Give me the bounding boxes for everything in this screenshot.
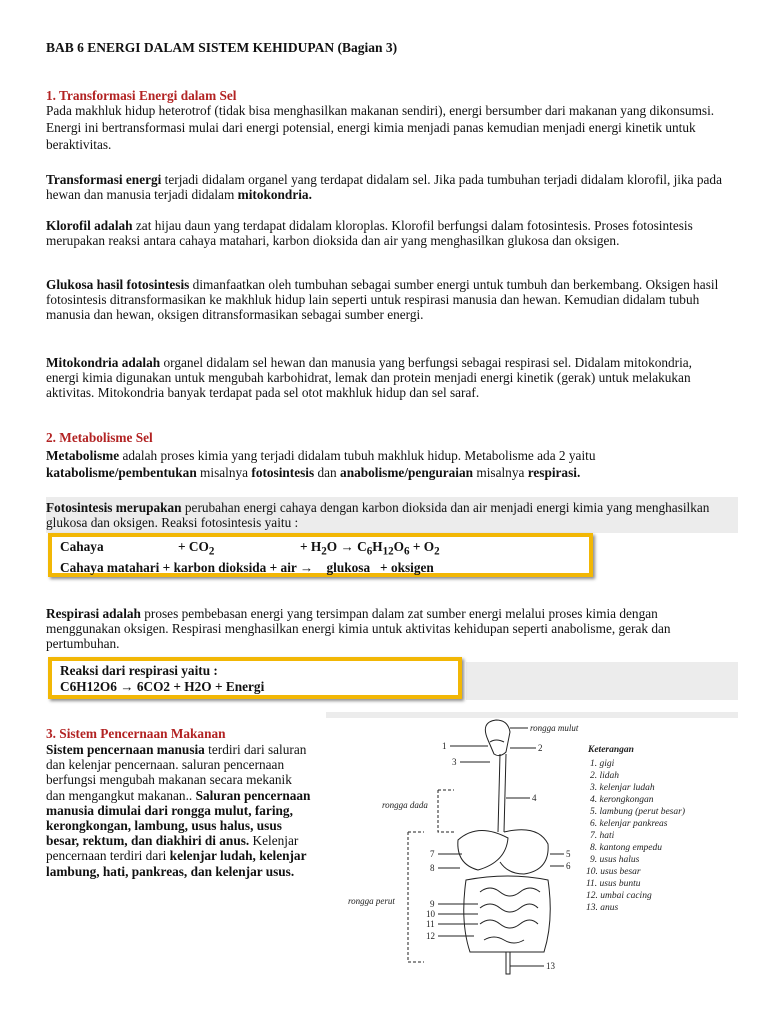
small-intestine-coils [480, 888, 540, 943]
num-1: 1 [442, 741, 447, 751]
term-fotosintesis: fotosintesis [251, 465, 315, 480]
eq-h2o-glucose [300, 539, 440, 560]
legend-item: 8. kantong empedu [590, 843, 663, 853]
esophagus-left [498, 754, 500, 832]
term-saluran-pencernaan: Saluran pencernaan manusia dimulai dari rongga mulut, faring, kerongkongan, lambung, usus halus, usus besar, rektum, dan diakhiri di anus. [46, 787, 311, 849]
label-rongga-dada: rongga dada [382, 800, 428, 810]
term-respirasi-adalah: Respirasi adalah [46, 606, 141, 621]
term-mitokondria: mitokondria. [237, 187, 312, 203]
paragraph-transformasi-energi [46, 172, 726, 202]
eq-o2-sub: 2 [434, 545, 440, 558]
legend-item: 2. lidah [590, 771, 620, 781]
legend-item: 7. hati [590, 831, 615, 841]
metabolisme-text-2: misalnya [196, 465, 252, 480]
eq-h2: H [372, 539, 383, 554]
transformasi-text: terjadi didalam organel yang terdapat didalam sel. Jika pada tumbuhan terjadi didalam klorofil, jika pada hewan dan manusia terjadi didalam [46, 172, 722, 203]
num-12: 12 [426, 931, 435, 941]
klorofil-text: zat hijau daun yang terdapat didalam kloroplas. Klorofil berfungsi dalam fotosintesis. Proses fotosintesis merupakan reaksi antara cahaya matahari, karbon dioksida dan air yang menghasilkan glukosa dan oksigen. [46, 218, 693, 249]
legend-item: 3. kelenjar ludah [590, 783, 655, 793]
liver-shape [458, 830, 508, 870]
label-rongga-perut: rongga perut [348, 896, 395, 906]
esophagus-right [504, 754, 506, 832]
legend-item: 9. usus halus [590, 855, 640, 865]
term-respirasi: respirasi. [527, 465, 581, 480]
rectum-shape [506, 952, 510, 974]
pointer-lines [438, 728, 564, 966]
term-kelenjar: kelenjar ludah, kelenjar lambung, hati, pankreas, dan kelenjar usus. [46, 848, 307, 879]
term-transformasi-energi: Transformasi energi [46, 172, 162, 187]
respirasi-text: proses pembebasan energi yang tersimpan dalam zat sumber energi melalui proses kimia dengan menggunakan oksigen. Respirasi menghasilkan energi kimia untuk aktivitas kehidupan seperti anabolisme, gerak dan pertumbuhan. [46, 606, 671, 652]
paragraph-klorofil [46, 218, 726, 248]
num-5: 5 [566, 849, 571, 859]
fotosintesis-text: perubahan energi cahaya dengan karbon dioksida dan air menjadi energi kimia yang menghasilkan glukosa dan oksigen. Reaksi fotosintesis yaitu : [46, 500, 710, 531]
num-4: 4 [532, 793, 537, 803]
fotosintesis-equation-formula [60, 539, 589, 560]
num-10: 10 [426, 909, 435, 919]
mitokondria-text: organel didalam sel hewan dan manusia yang berfungsi sebagai respirasi sel. Didalam mitokondria, energi kimia digunakan untuk mengubah karbohidrat, lemak dan protein menjadi energi kinetik (gerak) untuk melakukan aktivitas. Mitokondria banyak terdapat pada sel otot makhluk hidup dan sel saraf. [46, 355, 693, 401]
intro-text: Pada makhluk hidup heterotrof (tidak bisa menghasilkan makanan sendiri), energi bersumber dari makanan yang dikonsumsi. Energi ini bertransformasi mulai dari energi potensial, energi kimia menjadi panas kemudian menjadi energi kinetik untuk beraktivitas. [46, 103, 715, 152]
fotosintesis-equation-box [48, 533, 593, 577]
paragraph-glukosa [46, 277, 726, 323]
legend-item: 10. usus besar [586, 867, 641, 877]
num-8: 8 [430, 863, 435, 873]
respirasi-highlight [466, 662, 738, 700]
eq-c-sub: 6 [366, 545, 373, 558]
respirasi-line-2: C6H12O6 → 6CO2 + H2O + Energi [60, 678, 265, 694]
term-fotosintesis-merupakan: Fotosintesis merupakan [46, 500, 182, 515]
legend-item: 12. umbai cacing [586, 891, 652, 901]
num-3: 3 [452, 757, 457, 767]
legend-item: 11. usus buntu [586, 879, 641, 889]
pencernaan-text-1: terdiri dari saluran dan kelenjar pencernaan. saluran pencernaan berfungsi mengubah makanan secara mekanik dan mengangkut makanan.. [46, 742, 307, 803]
mouth-lines [490, 740, 504, 742]
fotosintesis-equation-words: Cahaya matahari + karbon dioksida + air → glukosa + oksigen [60, 560, 434, 576]
metabolisme-text-4: misalnya [473, 465, 528, 480]
legend-item: 1. gigi [590, 759, 615, 769]
legend-item: 4. kerongkongan [590, 795, 654, 805]
respirasi-equation-box [48, 657, 462, 699]
label-rongga-mulut: rongga mulut [530, 723, 579, 733]
bracket-perut [408, 832, 424, 962]
eq-o2: + O [412, 539, 435, 554]
term-metabolisme: Metabolisme [46, 448, 120, 463]
legend-item: 13. anus [586, 903, 619, 913]
num-13: 13 [546, 961, 555, 971]
eq-co2-text: + CO [178, 539, 209, 554]
respirasi-line-1: Reaksi dari respirasi yaitu : [60, 663, 218, 678]
eq-h2-sub: 12 [382, 545, 394, 558]
term-klorofil: Klorofil adalah [46, 218, 133, 233]
digestive-system-diagram [338, 712, 738, 1002]
eq-h: + H [300, 539, 322, 554]
eq-h-sub: 2 [321, 545, 327, 558]
section-heading-metabolisme: 2. Metabolisme Sel [46, 430, 153, 445]
bracket-dada [438, 790, 454, 832]
eq-co2-sub: 2 [208, 545, 215, 558]
paragraph-mitokondria [46, 355, 726, 401]
metabolisme-text-3: dan [314, 465, 341, 480]
paragraph-fotosintesis [46, 500, 726, 530]
num-9: 9 [430, 899, 435, 909]
eq-co2 [178, 539, 300, 560]
paragraph-metabolisme [46, 447, 726, 481]
num-2: 2 [538, 743, 543, 753]
page-title: BAB 6 ENERGI DALAM SISTEM KEHIDUPAN (Bagian 3) [46, 40, 398, 55]
num-7: 7 [430, 849, 435, 859]
paragraph-intro [46, 102, 726, 153]
eq-arrow-c: O → C [326, 539, 367, 554]
paragraph-pencernaan [46, 742, 314, 879]
metabolisme-text-1: adalah proses kimia yang terjadi didalam tubuh makhluk hidup. Metabolisme ada 2 yaitu [119, 448, 596, 463]
num-6: 6 [566, 861, 571, 871]
num-11: 11 [426, 919, 435, 929]
section-heading-pencernaan: 3. Sistem Pencernaan Makanan [46, 726, 226, 741]
pencernaan-text-2: Kelenjar pencernaan terdiri dari [46, 833, 299, 864]
section-heading-transformasi: 1. Transformasi Energi dalam Sel [46, 88, 237, 103]
legend-item: 6. kelenjar pankreas [590, 819, 668, 829]
stomach-shape [500, 830, 548, 874]
legend-title: Keterangan [588, 745, 634, 755]
paragraph-respirasi [46, 606, 726, 652]
term-mitokondria-adalah: Mitokondria adalah [46, 355, 161, 370]
legend-item: 5. lambung (perut besar) [590, 807, 685, 817]
term-katabolisme: katabolisme/pembentukan [46, 465, 197, 480]
head-outline [485, 720, 510, 756]
term-anabolisme: anabolisme/penguraian [340, 465, 474, 480]
glukosa-text: dimanfaatkan oleh tumbuhan sebagai sumber energi untuk tumbuh dan berkembang. Oksigen hasil fotosintesis ditransformasikan ke makhluk hidup lain seperti untuk respirasi manusia dan hewan. Kemudian didalam tubuh manusia dan hewan, oksigen ditransformasikan sebagai sumber energi. [46, 277, 719, 323]
term-sistem-pencernaan: Sistem pencernaan manusia [46, 742, 205, 757]
eq-o-sub: 6 [404, 545, 410, 558]
term-glukosa: Glukosa hasil fotosintesis [46, 277, 190, 292]
eq-o: O [393, 539, 405, 554]
eq-cahaya: Cahaya [60, 539, 104, 554]
